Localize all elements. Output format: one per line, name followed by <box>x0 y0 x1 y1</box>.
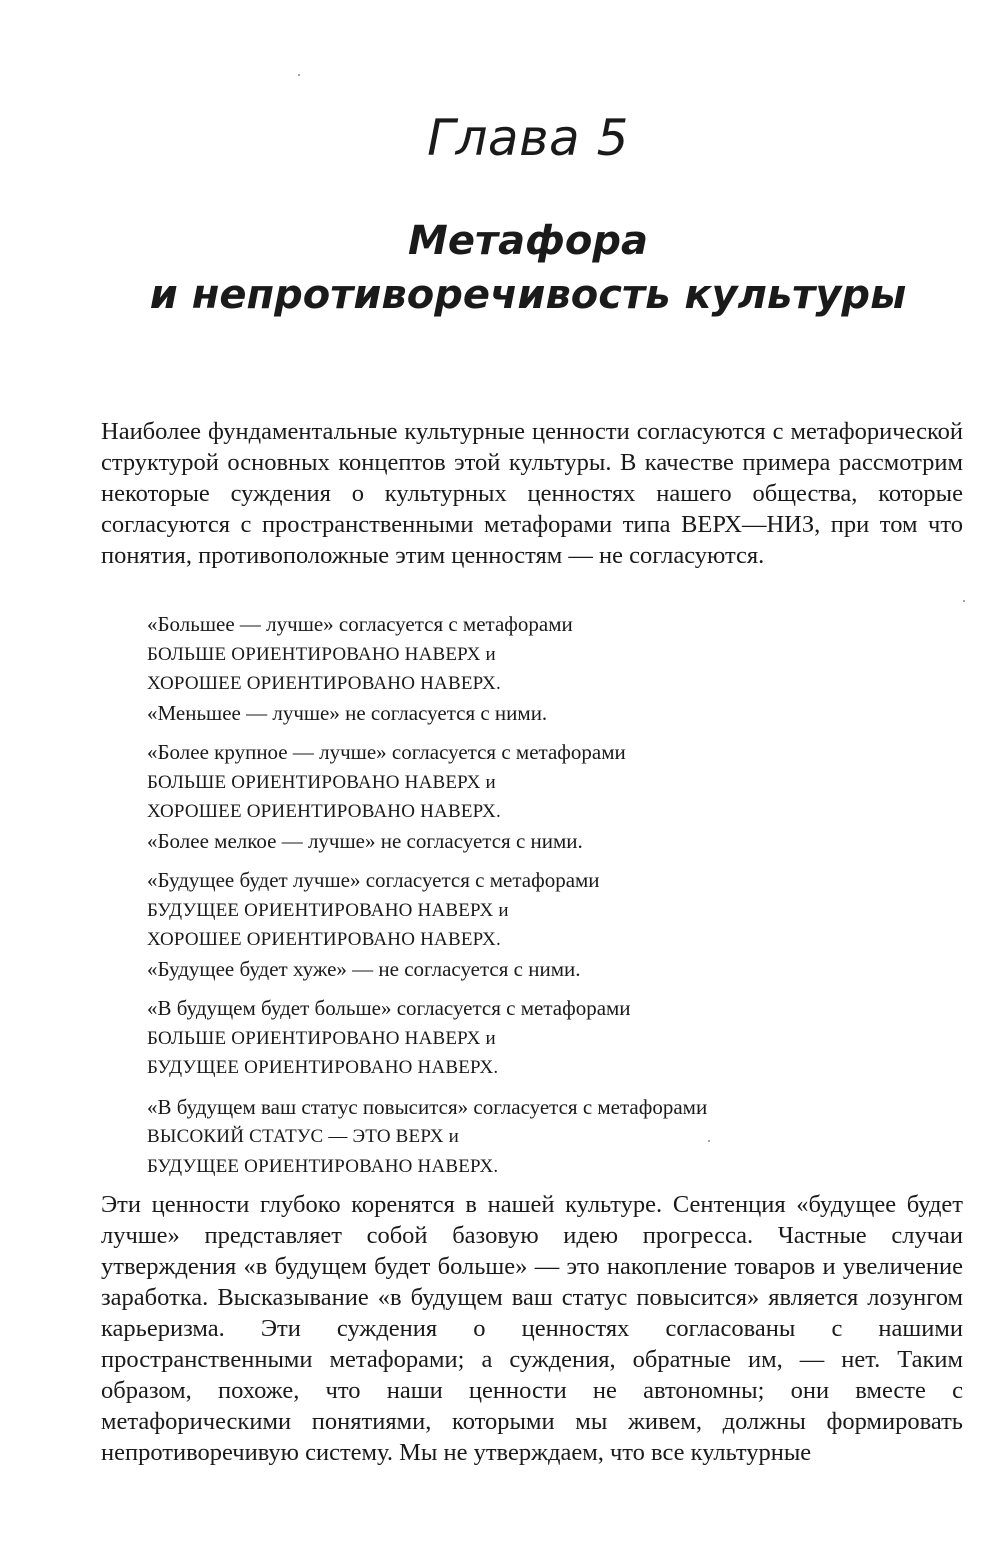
example-line: «В будущем будет больше» согласуется с метафорами <box>147 996 631 1020</box>
example-line: ВЫСОКИЙ СТАТУС — ЭТО ВЕРХ и <box>147 1126 460 1147</box>
example-line: «Меньшее — лучше» не согласуется с ними. <box>147 700 548 725</box>
chapter-label: Глава 5 <box>427 109 629 167</box>
example-line: «В будущем ваш статус повысится» согласуется с метафорами <box>147 1094 708 1119</box>
chapter-title <box>0 214 1000 322</box>
example-line: «Более мелкое — лучше» не согласуется с ними. <box>147 828 583 853</box>
example-group <box>147 994 907 1083</box>
chapter-title-line-1: Метафора <box>408 218 648 264</box>
example-line: БУДУЩЕЕ ОРИЕНТИРОВАНО НАВЕРХ. <box>147 1057 499 1078</box>
example-line: «Более крупное — лучше» согласуется с метафорами <box>147 740 626 764</box>
intro-paragraph: Наиболее фундаментальные культурные ценности согласуются с метафорической структурой основных концептов этой культуры. В качестве примера рассмотрим некоторые суждения о культурных ценностях нашего общества, которые согласуются с пространственными метафорами типа ВЕРХ—НИЗ, при том что понятия, противоположные этим ценностям — не согласуются. <box>101 418 963 569</box>
example-line: ХОРОШЕЕ ОРИЕНТИРОВАНО НАВЕРХ. <box>147 801 501 822</box>
examples-block <box>147 610 907 1191</box>
example-line: БОЛЬШЕ ОРИЕНТИРОВАНО НАВЕРХ и <box>147 643 496 665</box>
example-group <box>147 738 907 856</box>
example-line: БУДУЩЕЕ ОРИЕНТИРОВАНО НАВЕРХ. <box>147 1155 499 1177</box>
scan-speck <box>708 1140 710 1142</box>
example-line: ХОРОШЕЕ ОРИЕНТИРОВАНО НАВЕРХ. <box>147 929 501 950</box>
example-line: «Будущее будет хуже» — не согласуется с ними. <box>147 956 581 981</box>
example-line: «Будущее будет лучше» согласуется с метафорами <box>147 868 600 892</box>
example-group <box>147 866 907 984</box>
example-line: БУДУЩЕЕ ОРИЕНТИРОВАНО НАВЕРХ и <box>147 899 509 921</box>
scan-speck <box>298 74 300 76</box>
example-line: БОЛЬШЕ ОРИЕНТИРОВАНО НАВЕРХ и <box>147 1027 496 1049</box>
scan-speck <box>963 600 965 602</box>
chapter-title-line-2: и непротиворечивость культуры <box>149 272 907 318</box>
example-line: БОЛЬШЕ ОРИЕНТИРОВАНО НАВЕРХ и <box>147 771 496 793</box>
outro-paragraph: Эти ценности глубоко коренятся в нашей культуре. Сентенция «будущее будет лучше» представляет собой базовую идею прогресса. Частные случаи утверждения «в будущем будет больше» — это накопление товаров и увеличение заработка. Высказывание «в будущем ваш статус повысится» является лозунгом карьеризма. Эти суждения о ценностях согласованы с нашими пространственными метафорами; а суждения, обратные им, — нет. Таким образом, похоже, что наши ценности не автономны; они вместе с метафорическими понятиями, которыми мы живем, должны формировать непротиворечивую систему. Мы не утверждаем, что все культурные <box>101 1191 963 1466</box>
example-group <box>147 610 907 728</box>
example-line: ХОРОШЕЕ ОРИЕНТИРОВАНО НАВЕРХ. <box>147 673 501 694</box>
example-group <box>147 1093 907 1182</box>
example-line: «Большее — лучше» согласуется с метафорами <box>147 612 573 636</box>
